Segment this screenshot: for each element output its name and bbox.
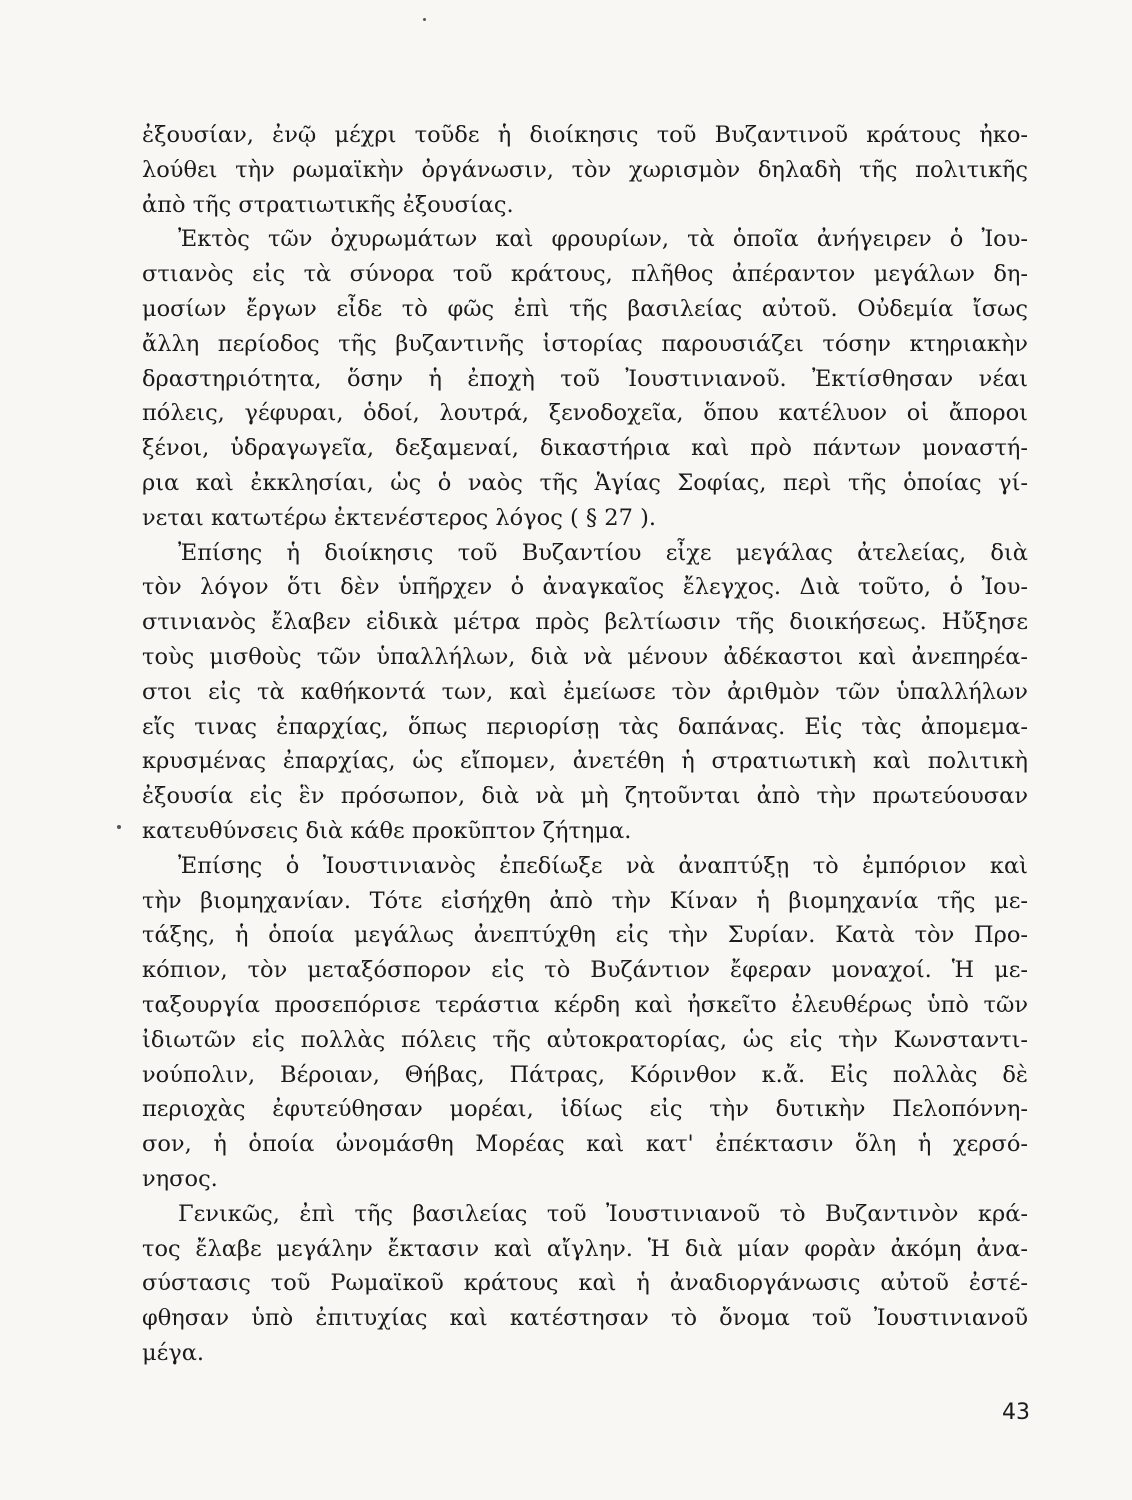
text-line: λούθει τὴν ρωμαϊκὴν ὀργάνωσιν, τὸν χωρισμὸν δηλαδὴ τῆς πολιτικῆς bbox=[142, 156, 1028, 183]
text-line: δραστηριότητα, ὅσην ἡ ἐποχὴ τοῦ Ἰουστινιανοῦ. Ἐκτίσθησαν νέαι bbox=[142, 365, 1028, 392]
text-line: Ἐπίσης ἡ διοίκησις τοῦ Βυζαντίου εἶχε μεγάλας ἀτελείας, διὰ bbox=[178, 539, 1028, 566]
text-line: στινιανὸς ἔλαβεν εἰδικὰ μέτρα πρὸς βελτίωσιν τῆς διοικήσεως. Ηὔξησε bbox=[142, 609, 1028, 636]
text-line: φθησαν ὑπὸ ἐπιτυχίας καὶ κατέστησαν τὸ ὄνομα τοῦ Ἰουστινιανοῦ bbox=[142, 1305, 1028, 1332]
text-line: Ἐπίσης ὁ Ἰουστινιανὸς ἐπεδίωξε νὰ ἀναπτύξῃ τὸ ἐμπόριον καὶ bbox=[178, 852, 1028, 879]
text-line: τάξης, ἡ ὁποία μεγάλως ἀνεπτύχθη εἰς τὴν Συρίαν. Κατὰ τὸν Προ- bbox=[142, 922, 1028, 949]
text-line: κόπιον, τὸν μεταξόσπορον εἰς τὸ Βυζάντιον ἔφεραν μοναχοί. Ἡ με- bbox=[142, 957, 1028, 984]
text-line: σύστασις τοῦ Ρωμαϊκοῦ κράτους καὶ ἡ ἀναδιοργάνωσις αὐτοῦ ἐστέ- bbox=[142, 1270, 1028, 1297]
text-line: Γενικῶς, ἐπὶ τῆς βασιλείας τοῦ Ἰουστινιανοῦ τὸ Βυζαντινὸν κρά- bbox=[178, 1200, 1028, 1227]
text-line: κατευθύνσεις διὰ κάθε προκῦπτον ζήτημα. bbox=[142, 817, 632, 844]
text-line: ἄλλη περίοδος τῆς βυζαντινῆς ἱστορίας παρουσιάζει τόσην κτηριακὴν bbox=[142, 330, 1028, 357]
text-line: νησος. bbox=[142, 1165, 218, 1192]
text-line: νούπολιν, Βέροιαν, Θήβας, Πάτρας, Κόρινθον κ.ἄ. Εἰς πολλὰς δὲ bbox=[142, 1061, 1028, 1088]
text-line: ξένοι, ὑδραγωγεῖα, δεξαμεναί, δικαστήρια καὶ πρὸ πάντων μοναστή- bbox=[142, 435, 1028, 462]
text-line: ρια καὶ ἐκκλησίαι, ὡς ὁ ναὸς τῆς Ἁγίας Σοφίας, περὶ τῆς ὁποίας γί- bbox=[142, 469, 1028, 496]
text-line: τοὺς μισθοὺς τῶν ὑπαλλήλων, διὰ νὰ μένουν ἀδέκαστοι καὶ ἀνεπηρέα- bbox=[142, 643, 1028, 670]
text-line: τὴν βιομηχανίαν. Τότε εἰσήχθη ἀπὸ τὴν Κίναν ἡ βιομηχανία τῆς με- bbox=[142, 887, 1028, 914]
text-line: περιοχὰς ἐφυτεύθησαν μορέαι, ἰδίως εἰς τὴν δυτικὴν Πελοπόννη- bbox=[142, 1096, 1028, 1123]
ink-speck bbox=[423, 18, 426, 21]
text-line: ἐξουσίαν, ἐνῷ μέχρι τοῦδε ἡ διοίκησις τοῦ Βυζαντινοῦ κράτους ἠκο- bbox=[142, 122, 1028, 148]
text-line: στιανὸς εἰς τὰ σύνορα τοῦ κράτους, πλῆθος ἀπέραντον μεγάλων δη- bbox=[142, 261, 1028, 288]
text-line: κρυσμένας ἐπαρχίας, ὡς εἴπομεν, ἀνετέθη ἡ στρατιωτικὴ καὶ πολιτικὴ bbox=[142, 748, 1028, 775]
text-line: ἰδιωτῶν εἰς πολλὰς πόλεις τῆς αὐτοκρατορίας, ὡς εἰς τὴν Κωνσταντι- bbox=[142, 1026, 1028, 1053]
text-line: νεται κατωτέρω ἐκτενέστερος λόγος ( § 27 ). bbox=[142, 504, 656, 531]
text-line: στοι εἰς τὰ καθήκοντά των, καὶ ἐμείωσε τὸν ἀριθμὸν τῶν ὑπαλλήλων bbox=[142, 678, 1028, 705]
text-line: εἴς τινας ἐπαρχίας, ὅπως περιορίσῃ τὰς δαπάνας. Εἰς τὰς ἀπομεμα- bbox=[142, 713, 1028, 740]
text-line: μοσίων ἔργων εἶδε τὸ φῶς ἐπὶ τῆς βασιλείας αὐτοῦ. Οὐδεμία ἴσως bbox=[142, 295, 1028, 322]
page-number: 43 bbox=[1002, 1400, 1030, 1425]
text-line: τος ἔλαβε μεγάλην ἔκτασιν καὶ αἴγλην. Ἡ διὰ μίαν φορὰν ἀκόμη ἀνα- bbox=[142, 1235, 1028, 1262]
text-line: σον, ἡ ὁποία ὠνομάσθη Μορέας καὶ κατ' ἐπέκτασιν ὅλη ἡ χερσό- bbox=[142, 1131, 1028, 1158]
ink-speck bbox=[117, 825, 121, 829]
text-line: μέγα. bbox=[142, 1339, 205, 1366]
text-line: τὸν λόγον ὅτι δὲν ὑπῆρχεν ὁ ἀναγκαῖος ἔλεγχος. Διὰ τοῦτο, ὁ Ἰου- bbox=[142, 574, 1028, 601]
text-line: Ἐκτὸς τῶν ὀχυρωμάτων καὶ φρουρίων, τὰ ὁποῖα ἀνήγειρεν ὁ Ἰου- bbox=[178, 226, 1028, 253]
body-text bbox=[142, 118, 1028, 1371]
text-line: ἀπὸ τῆς στρατιωτικῆς ἐξουσίας. bbox=[142, 191, 514, 218]
text-line: ταξουργία προσεπόρισε τεράστια κέρδη καὶ ἠσκεῖτο ἐλευθέρως ὑπὸ τῶν bbox=[142, 991, 1028, 1018]
text-line: ἐξουσία εἰς ἓν πρόσωπον, διὰ νὰ μὴ ζητοῦνται ἀπὸ τὴν πρωτεύουσαν bbox=[142, 783, 1028, 810]
text-line: πόλεις, γέφυραι, ὁδοί, λουτρά, ξενοδοχεῖα, ὅπου κατέλυον οἱ ἄποροι bbox=[142, 400, 1028, 427]
